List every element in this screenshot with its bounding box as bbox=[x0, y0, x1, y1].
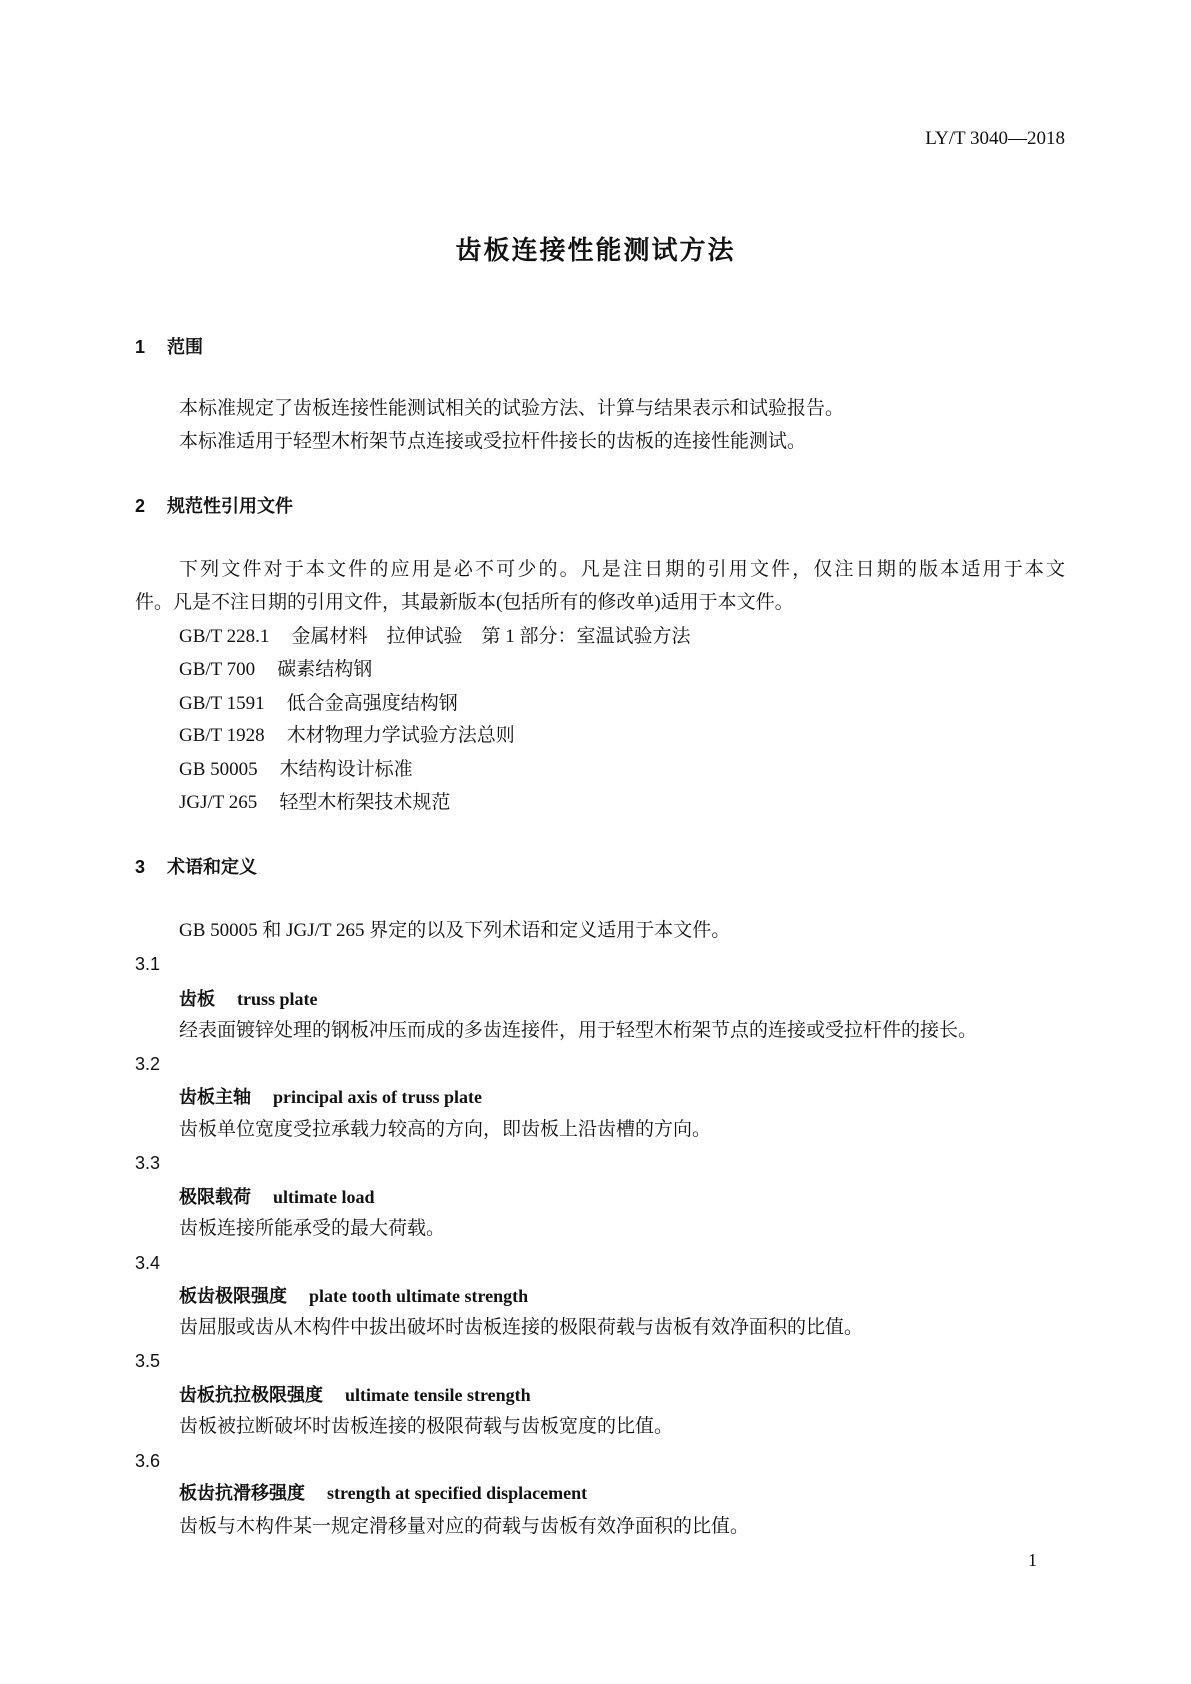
paragraph: 本标准适用于轻型木桁架节点连接或受拉杆件接长的齿板的连接性能测试。 bbox=[179, 431, 807, 452]
reference-item: GB/T 1591 低合金高强度结构钢 bbox=[179, 693, 458, 714]
term-definition: 齿板与木构件某一规定滑移量对应的荷载与齿板有效净面积的比值。 bbox=[179, 1516, 750, 1537]
term-number: 3.6 bbox=[135, 1451, 161, 1471]
paragraph: GB 50005 和 JGJ/T 265 界定的以及下列术语和定义适用于本文件。 bbox=[179, 920, 731, 941]
reference-item: GB/T 700 碳素结构钢 bbox=[179, 659, 373, 680]
reference-item: GB/T 1928 木材物理力学试验方法总则 bbox=[179, 725, 515, 746]
document-code: LY/T 3040—2018 bbox=[925, 128, 1065, 149]
term-title: 齿板 truss plate bbox=[179, 989, 318, 1009]
term-definition: 齿板连接所能承受的最大荷载。 bbox=[179, 1218, 446, 1239]
paragraph: 下列文件对于本文件的应用是必不可少的。凡是注日期的引用文件，仅注日期的版本适用于本文 bbox=[179, 559, 1065, 580]
page-number: 1 bbox=[1028, 1550, 1037, 1570]
section-heading-2: 2 规范性引用文件 bbox=[135, 496, 294, 516]
paragraph: 件。凡是不注日期的引用文件，其最新版本(包括所有的修改单)适用于本文件。 bbox=[135, 592, 794, 613]
section-heading-3: 3 术语和定义 bbox=[135, 857, 258, 877]
term-definition: 齿板单位宽度受拉承载力较高的方向，即齿板上沿齿槽的方向。 bbox=[179, 1119, 712, 1140]
reference-item: GB 50005 木结构设计标准 bbox=[179, 759, 413, 780]
term-title: 齿板抗拉极限强度 ultimate tensile strength bbox=[179, 1385, 531, 1405]
term-title: 板齿极限强度 plate tooth ultimate strength bbox=[179, 1286, 529, 1306]
term-title: 齿板主轴 principal axis of truss plate bbox=[179, 1087, 483, 1107]
term-number: 3.3 bbox=[135, 1153, 161, 1173]
term-definition: 齿屈服或齿从木构件中拔出破坏时齿板连接的极限荷载与齿板有效净面积的比值。 bbox=[179, 1317, 864, 1338]
paragraph: 本标准规定了齿板连接性能测试相关的试验方法、计算与结果表示和试验报告。 bbox=[179, 398, 845, 419]
term-definition: 齿板被拉断破坏时齿板连接的极限荷载与齿板宽度的比值。 bbox=[179, 1416, 674, 1437]
term-number: 3.1 bbox=[135, 954, 161, 974]
page-title: 齿板连接性能测试方法 bbox=[455, 235, 736, 265]
reference-item: GB/T 228.1 金属材料 拉伸试验 第 1 部分：室温试验方法 bbox=[179, 626, 691, 647]
term-title: 极限载荷 ultimate load bbox=[179, 1187, 375, 1207]
term-title: 板齿抗滑移强度 strength at specified displacement bbox=[179, 1483, 588, 1503]
reference-item: JGJ/T 265 轻型木桁架技术规范 bbox=[179, 792, 451, 813]
term-number: 3.5 bbox=[135, 1351, 161, 1371]
section-heading-1: 1 范围 bbox=[135, 337, 204, 357]
term-number: 3.4 bbox=[135, 1253, 161, 1273]
term-definition: 经表面镀锌处理的钢板冲压而成的多齿连接件，用于轻型木桁架节点的连接或受拉杆件的接长。 bbox=[179, 1020, 978, 1041]
term-number: 3.2 bbox=[135, 1054, 161, 1074]
